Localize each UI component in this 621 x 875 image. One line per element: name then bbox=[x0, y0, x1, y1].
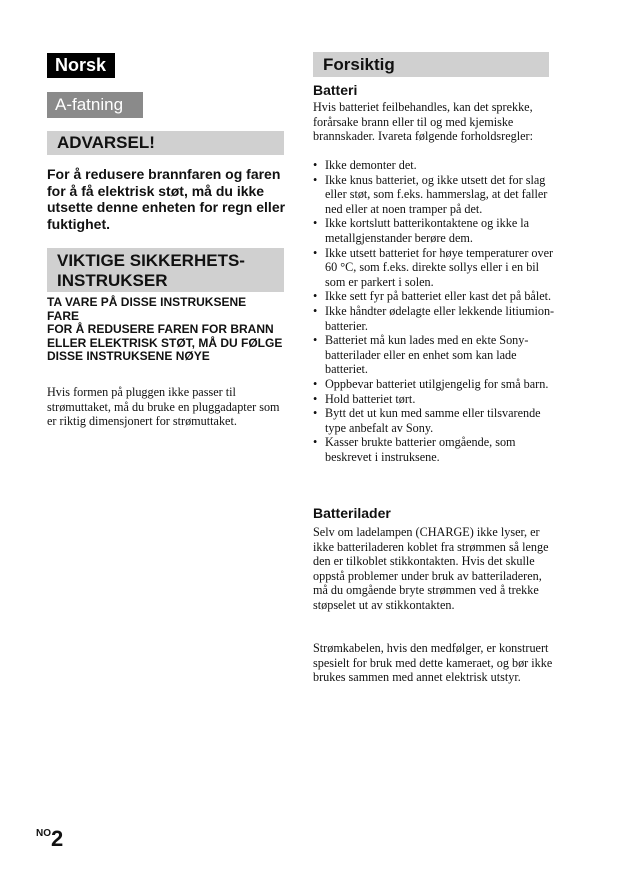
caution-heading: Forsiktig bbox=[313, 52, 549, 77]
caps-line-danger: FARE bbox=[47, 308, 80, 323]
list-item-text: Ikke håndter ødelagte eller lekkende litiumion-batterier. bbox=[325, 303, 555, 333]
list-item bbox=[313, 158, 555, 173]
battery-intro-text: Hvis batteriet feilbehandles, kan det sprekke, forårsake brann eller til og med kjemiske brannskader. Ivareta følgende forholdsregler: bbox=[313, 100, 533, 144]
caps-line-reduce-risk: FOR Å REDUSERE FAREN FOR BRANN ELLER ELEKTRISK STØT, MÅ DU FØLGE DISSE INSTRUKSENE NØYE bbox=[47, 322, 283, 363]
language-code: NO bbox=[36, 828, 51, 839]
warning-heading: ADVARSEL! bbox=[47, 131, 284, 155]
charger-heading: Batterilader bbox=[313, 505, 391, 521]
list-item bbox=[313, 392, 555, 407]
list-item-text: Bytt det ut kun med samme eller tilsvarende type anbefalt av Sony. bbox=[325, 406, 541, 435]
list-item-text: Oppbevar batteriet utilgjengelig for små barn. bbox=[325, 376, 549, 391]
list-item-text: Ikke sett fyr på batteriet eller kast det på bålet. bbox=[325, 289, 552, 304]
list-item bbox=[313, 406, 555, 435]
safety-instructions-heading bbox=[47, 248, 284, 292]
list-item-text: Kasser brukte batterier omgående, som beskrevet i instruksene. bbox=[325, 435, 516, 464]
bullet: • bbox=[313, 391, 318, 406]
bullet: • bbox=[313, 289, 318, 304]
safety-heading-line-1: VIKTIGE SIKKERHETS- bbox=[57, 251, 245, 270]
bullet: • bbox=[313, 435, 318, 450]
list-item-text: Ikke kortslutt batterikontaktene og ikke la metallgjenstander berøre dem. bbox=[325, 216, 530, 245]
charger-text-1: Selv om ladelampen (CHARGE) ikke lyser, er ikke batteriladeren koblet fra strømmen så lenge den er tilkoblet stikkontakten. Hvis det skulle oppstå problemer under bruk av batteriladeren, må du omgående bryte strømmen ved å trekke støpselet ut av stikkontakten. bbox=[313, 525, 549, 612]
list-item bbox=[313, 246, 555, 290]
section-tab: A-fatning bbox=[47, 92, 143, 118]
bullet: • bbox=[313, 216, 318, 231]
plug-adapter-text: Hvis formen på pluggen ikke passer til strømuttaket, må du bruke en pluggadapter som er riktig dimensjonert for strømuttaket. bbox=[47, 385, 280, 429]
list-item bbox=[313, 289, 555, 304]
bullet: • bbox=[313, 406, 318, 421]
list-item bbox=[313, 216, 555, 245]
battery-precautions-list bbox=[313, 158, 555, 464]
bullet: • bbox=[313, 172, 318, 187]
caps-line-keep-instructions: TA VARE PÅ DISSE INSTRUKSENE bbox=[47, 295, 247, 309]
bullet: • bbox=[313, 303, 318, 318]
bullet: • bbox=[313, 245, 318, 260]
list-item-text: Ikke knus batteriet, og ikke utsett det for slag eller støt, som f.eks. hammerslag, at det faller ned eller at noen tramper på det. bbox=[325, 172, 548, 216]
bullet: • bbox=[313, 158, 318, 172]
charger-text-2: Strømkabelen, hvis den medfølger, er konstruert spesielt for bruk med dette kameraet, og bør ikke brukes sammen med annet elektrisk utstyr. bbox=[313, 641, 553, 685]
list-item bbox=[313, 304, 555, 333]
list-item bbox=[313, 333, 555, 377]
list-item-text: Ikke demonter det. bbox=[325, 158, 417, 172]
bullet: • bbox=[313, 333, 318, 348]
safety-heading-line-2: INSTRUKSER bbox=[57, 271, 168, 290]
battery-heading: Batteri bbox=[313, 82, 358, 98]
list-item bbox=[313, 377, 555, 392]
list-item-text: Hold batteriet tørt. bbox=[325, 391, 416, 406]
page-number-value: 2 bbox=[51, 826, 64, 851]
list-item bbox=[313, 173, 555, 217]
list-item-text: Ikke utsett batteriet for høye temperaturer over 60 °C, som f.eks. direkte sollys eller i en bil som er parkert i solen. bbox=[325, 245, 554, 289]
page-number bbox=[36, 826, 63, 852]
language-tab: Norsk bbox=[47, 53, 115, 78]
bullet: • bbox=[313, 376, 318, 391]
list-item bbox=[313, 435, 555, 464]
safety-caps-block bbox=[47, 296, 287, 364]
warning-text: For å redusere brannfaren og faren for å få elektrisk støt, må du ikke utsette denne enheten for regn eller fuktighet. bbox=[47, 166, 286, 232]
list-item-text: Batteriet må kun lades med en ekte Sony-batterilader eller en enhet som kan lade batteriet. bbox=[325, 333, 529, 377]
